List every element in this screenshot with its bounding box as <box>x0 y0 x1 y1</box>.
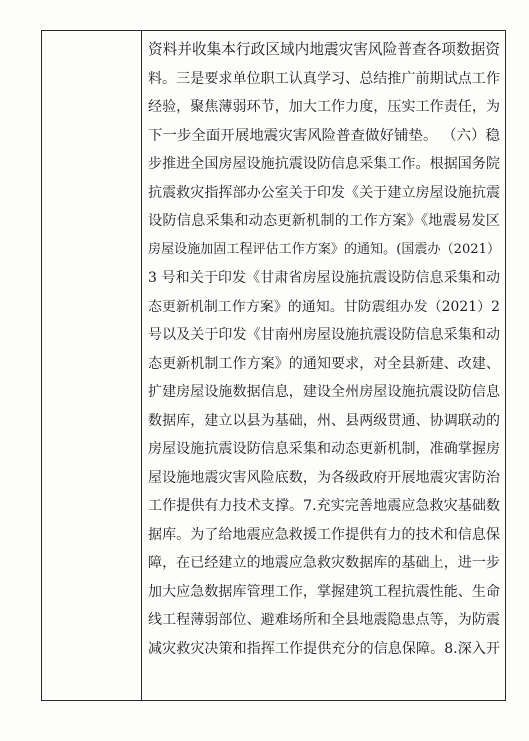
text-line: 号以及关于印发《甘南州房屋设施抗震设防信息采集和动 <box>148 327 500 343</box>
text-line: 障，在已经建立的地震应急救灾数据库的基础上，进一步 <box>148 555 500 571</box>
text-line: 下一步全面开展地震灾害风险普查做好铺垫。 （六）稳 <box>148 127 500 144</box>
text-line: 扩建房屋设施数据信息，建设全州房屋设施抗震设防信息 <box>148 384 500 400</box>
text-line: 屋设施地震灾害风险底数，为各级政府开展地震灾害防治 <box>148 469 500 486</box>
text-line: 工作提供有力技术支撑。7.充实完善地震应急救灾基础数 <box>148 498 500 514</box>
text-line: 料。三是要求单位职工认真学习、总结推广前期试点工作 <box>148 70 500 87</box>
text-line: 经验，聚焦薄弱环节，加大工作力度，压实工作责任，为 <box>148 99 500 115</box>
text-line: 态更新机制工作方案》的通知要求，对全县新建、改建、 <box>148 355 500 372</box>
text-line: 房屋设施加固工程评估工作方案》的通知。(国震办（2021） <box>148 241 500 257</box>
text-line: 减灾救灾决策和指挥工作提供充分的信息保障。8.深入开 <box>148 640 500 657</box>
text-line: 态更新机制工作方案》的通知。甘防震组办发（2021）2 <box>148 298 500 315</box>
text-line: 房屋设施抗震设防信息采集和动态更新机制，准确掌握房 <box>148 441 500 457</box>
text-line: 加大应急数据库管理工作，掌握建筑工程抗震性能、生命 <box>148 583 500 600</box>
text-line: 步推进全国房屋设施抗震设防信息采集工作。根据国务院 <box>148 156 500 172</box>
text-line: 数据库，建立以县为基础，州、县两级贯通、协调联动的 <box>148 412 500 429</box>
column-divider <box>141 30 142 701</box>
text-line: 3 号和关于印发《甘肃省房屋设施抗震设防信息采集和动 <box>148 270 500 286</box>
text-line: 设防信息采集和动态更新机制的工作方案》《地震易发区 <box>148 213 500 229</box>
text-line: 线工程薄弱部位、避难场所和全县地震隐患点等，为防震 <box>148 612 500 628</box>
empty-label-cell <box>43 32 139 699</box>
text-line: 据库。为了给地震应急救援工作提供有力的技术和信息保 <box>148 526 500 543</box>
text-line: 抗震救灾指挥部办公室关于印发《关于建立房屋设施抗震 <box>148 184 500 201</box>
content-cell <box>148 40 500 700</box>
text-line: 资料并收集本行政区域内地震灾害风险普查各项数据资 <box>148 41 500 58</box>
